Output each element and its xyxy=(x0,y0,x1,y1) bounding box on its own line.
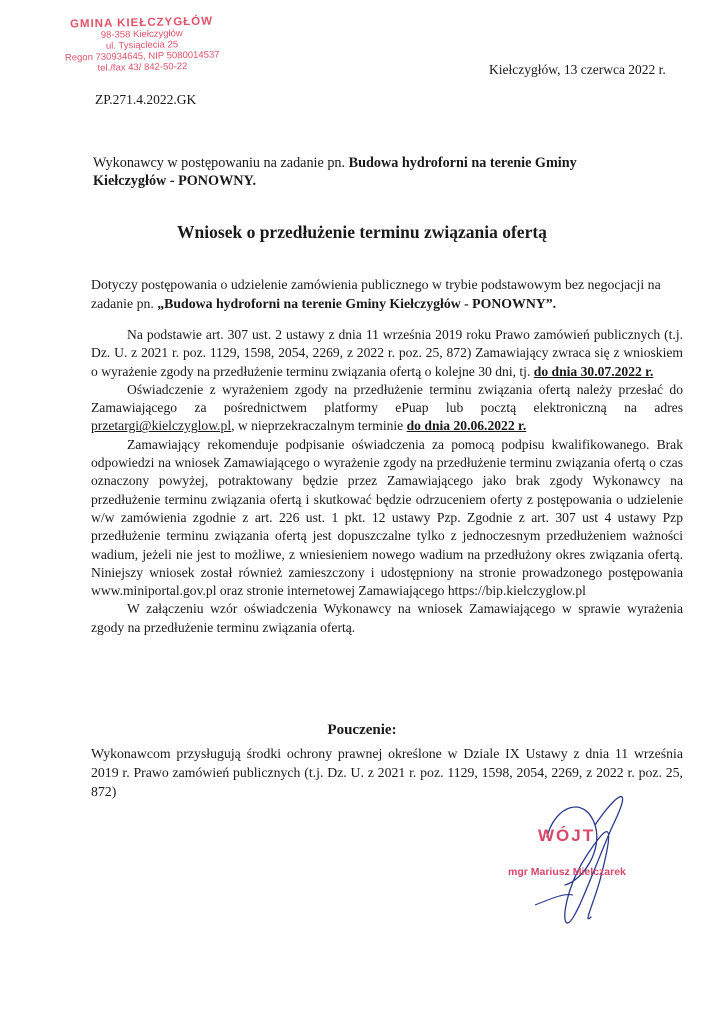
stamp-street: ul. Tysiąclecia 25 xyxy=(105,39,179,52)
stamp-postal: 98-358 Kiełczygłów xyxy=(100,28,183,41)
handwritten-signature xyxy=(495,785,685,935)
regarding-intro: Dotyczy postępowania o udzielenie zamówienia publicznego w trybie podstawowym bez negocjacji na zadanie pn. xyxy=(91,277,661,311)
p2-deadline: do dnia 20.06.2022 r. xyxy=(406,418,527,434)
stamp-name: GMINA KIEŁCZYGŁÓW xyxy=(69,15,214,31)
document-title: Wniosek o przedłużenie terminu związania ofertą xyxy=(177,222,547,242)
p1-text: Na podstawie art. 307 ust. 2 ustawy z dnia 11 września 2019 roku Prawo zamówień publicznych (t.j. Dz. U. z 2021 r. poz. 1129, 1598, 2054, 2269, z 2022 r. poz. 25, 872) Zamawiający zwraca się z wnioskiem o wyrażenie zgody na przedłużenie terminu związania ofertą o kolejne 30 dni, tj. xyxy=(91,327,683,379)
office-stamp xyxy=(51,16,232,75)
paragraph-3: Zamawiający rekomenduje podpisanie oświadczenia za pomocą podpisu kwalifikowanego. Brak odpowiedzi na wniosek Zamawiającego o wyrażenie zgody na przedłużenie terminu związania ofertą o czas oznaczony powyżej, potraktowany będzie przez Zamawiającego jako brak zgody Wykonawcy na przedłużenie terminu związania ofertą i skutkować będzie odrzuceniem oferty z postępowania o udzielenie w/w zamówienia zgodnie z art. 226 ust. 1 pkt. 12 ustawy Pzp. Zgodnie z art. 307 ust 4 ustawy Pzp przedłużenie terminu związania ofertą jest dopuszczalne tylko z jednoczesnym przedłużeniem ważności wadium, jeżeli nie jest to możliwe, z wniesieniem nowego wadium na przedłużony okres związania ofertą. Niniejszy wniosek został również zamieszczony i udostępniony na stronie prowadzonego postępowania www.miniportal.gov.pl oraz stronie internetowej Zamawiającego https://bip.kielczyglow.pl xyxy=(91,436,683,599)
paragraph-2 xyxy=(91,381,683,436)
place-and-date: Kiełczygłów, 13 czerwca 2022 r. xyxy=(489,62,666,77)
p1-date: do dnia 30.07.2022 r. xyxy=(533,363,654,379)
p2-text: Oświadczenie z wyrażeniem zgody na przedłużenie terminu związania ofertą należy przesłać do Zamawiającego za pośrednictwem platformy ePuap lub pocztą elektroniczną na adres xyxy=(91,381,683,416)
regarding-project: „Budowa hydroforni na terenie Gminy Kiełczygłów - PONOWNY”. xyxy=(157,295,557,311)
stamp-phone: tel./fax 43/ 842-50-22 xyxy=(97,61,188,74)
letter-body xyxy=(91,326,683,637)
reference-number: ZP.271.4.2022.GK xyxy=(95,92,197,107)
regarding xyxy=(91,276,681,313)
addressee-project: Budowa hydroforni na terenie Gminy Kiełczygłów - PONOWNY. xyxy=(93,155,577,189)
paragraph-4: W załączeniu wzór oświadczenia Wykonawcy na wniosek Zamawiającego w sprawie wyrażenia zgody na przedłużenie terminu związania ofertą. xyxy=(91,601,683,635)
addressee-intro: Wykonawcy w postępowaniu na zadanie pn. xyxy=(93,155,346,171)
p2-mid: , w nieprzekraczalnym terminie xyxy=(231,418,404,434)
addressee xyxy=(93,154,633,190)
paragraph-1 xyxy=(91,326,683,381)
stamp-ids: Regon 730934645, NIP 5080014537 xyxy=(64,49,220,64)
signatory-name: mgr Mariusz Mielczarek xyxy=(508,866,626,878)
instruction-text: Wykonawcom przysługują środki ochrony prawnej określone w Dziale IX Ustawy z dnia 11 września 2019 r. Prawo zamówień publicznych (t.j. Dz. U. z 2021 r. poz. 1129, 1598, 2054, 2269, z 2022 r. poz. 25, 872) xyxy=(91,746,683,799)
instruction-title: Pouczenie: xyxy=(327,722,397,738)
signature-title: WÓJT xyxy=(538,826,596,845)
email-link[interactable]: przetargi@kielczyglow.pl xyxy=(91,418,232,434)
